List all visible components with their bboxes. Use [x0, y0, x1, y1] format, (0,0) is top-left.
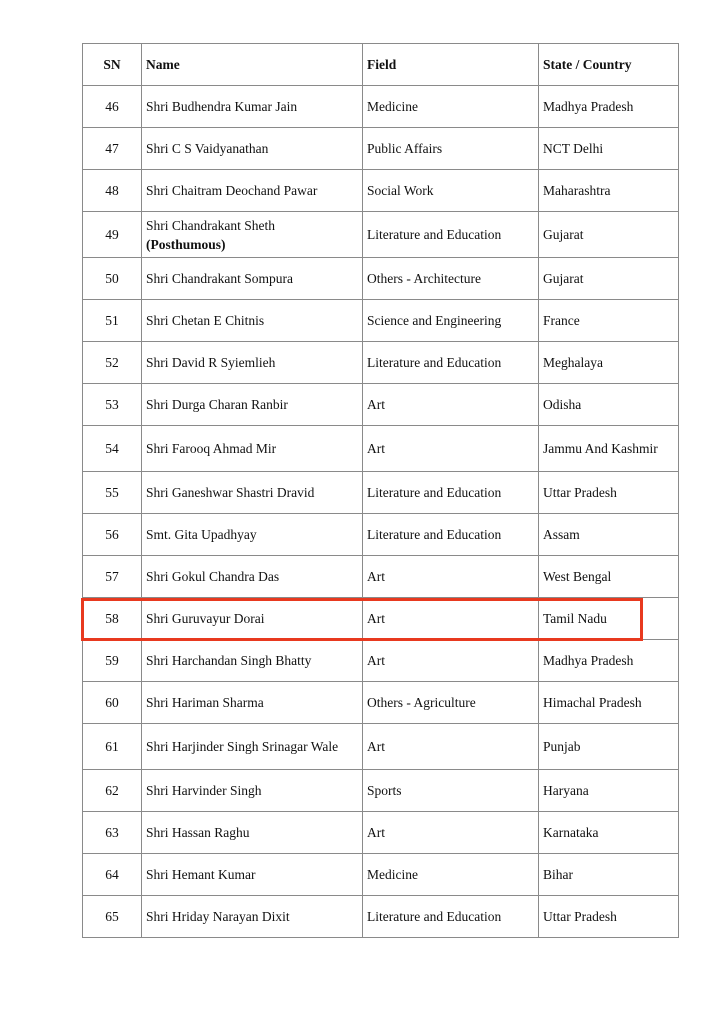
cell-field: Art: [363, 640, 539, 682]
cell-sn: 61: [83, 724, 142, 770]
cell-sn: 47: [83, 128, 142, 170]
cell-name: [142, 342, 363, 384]
cell-field: Science and Engineering: [363, 300, 539, 342]
awardee-name: Shri Budhendra Kumar Jain: [146, 99, 298, 114]
cell-sn: 49: [83, 212, 142, 258]
cell-field: Others - Agriculture: [363, 682, 539, 724]
cell-state: West Bengal: [539, 556, 679, 598]
cell-name: [142, 86, 363, 128]
awardee-name: Shri Chandrakant Sheth: [146, 217, 275, 233]
awardee-name: Shri Ganeshwar Shastri Dravid: [146, 485, 315, 500]
awardee-name: Shri Hemant Kumar: [146, 867, 256, 882]
awardee-name: Shri Gokul Chandra Das: [146, 569, 280, 584]
table-row: [83, 854, 679, 896]
table-row: [83, 514, 679, 556]
table-row: [83, 472, 679, 514]
awardee-name: Shri Harvinder Singh: [146, 783, 262, 798]
table-row: [83, 770, 679, 812]
table-row: [83, 170, 679, 212]
cell-state: Madhya Pradesh: [539, 86, 679, 128]
header-state: State / Country: [539, 44, 679, 86]
cell-state: Jammu And Kashmir: [539, 426, 679, 472]
cell-state: Uttar Pradesh: [539, 896, 679, 938]
table-row: [83, 426, 679, 472]
posthumous-note: (Posthumous): [146, 236, 226, 252]
cell-state: Karnataka: [539, 812, 679, 854]
cell-name: [142, 598, 363, 640]
cell-sn: 59: [83, 640, 142, 682]
cell-name: [142, 770, 363, 812]
cell-sn: 64: [83, 854, 142, 896]
cell-field: Art: [363, 812, 539, 854]
cell-field: Sports: [363, 770, 539, 812]
cell-field: Literature and Education: [363, 212, 539, 258]
cell-sn: 50: [83, 258, 142, 300]
cell-name: [142, 384, 363, 426]
cell-name: [142, 556, 363, 598]
cell-sn: 48: [83, 170, 142, 212]
awardee-name: Shri Guruvayur Dorai: [146, 611, 265, 626]
awardee-name: Shri David R Syiemlieh: [146, 355, 276, 370]
awardee-name: Shri Hassan Raghu: [146, 825, 250, 840]
awardee-name: Smt. Gita Upadhyay: [146, 527, 257, 542]
header-name: Name: [142, 44, 363, 86]
table-header-row: [83, 44, 679, 86]
cell-field: Art: [363, 598, 539, 640]
cell-field: Others - Architecture: [363, 258, 539, 300]
awardees-table: [82, 43, 679, 938]
cell-sn: 63: [83, 812, 142, 854]
header-sn: SN: [83, 44, 142, 86]
awardee-name: Shri Hriday Narayan Dixit: [146, 909, 290, 924]
awardee-name: Shri Chandrakant Sompura: [146, 271, 293, 286]
table-row: [83, 556, 679, 598]
cell-sn: 57: [83, 556, 142, 598]
cell-name: [142, 854, 363, 896]
cell-sn: 56: [83, 514, 142, 556]
cell-field: Art: [363, 724, 539, 770]
cell-state: France: [539, 300, 679, 342]
cell-state: Punjab: [539, 724, 679, 770]
cell-name: [142, 212, 363, 258]
cell-name: [142, 682, 363, 724]
cell-sn: 46: [83, 86, 142, 128]
cell-name: [142, 472, 363, 514]
cell-state: Tamil Nadu: [539, 598, 679, 640]
cell-state: Haryana: [539, 770, 679, 812]
table-row: [83, 896, 679, 938]
table-body: [83, 86, 679, 938]
cell-state: Maharashtra: [539, 170, 679, 212]
cell-name: [142, 640, 363, 682]
table-row: [83, 128, 679, 170]
cell-state: Uttar Pradesh: [539, 472, 679, 514]
awardee-name: Shri Harjinder Singh Srinagar Wale: [146, 739, 339, 754]
cell-state: Gujarat: [539, 258, 679, 300]
cell-sn: 55: [83, 472, 142, 514]
cell-field: Literature and Education: [363, 472, 539, 514]
cell-sn: 53: [83, 384, 142, 426]
cell-state: Assam: [539, 514, 679, 556]
table-row: [83, 86, 679, 128]
table-row: [83, 258, 679, 300]
cell-field: Art: [363, 426, 539, 472]
cell-sn: 52: [83, 342, 142, 384]
cell-name: [142, 812, 363, 854]
cell-name: [142, 514, 363, 556]
cell-state: Odisha: [539, 384, 679, 426]
table-row: [83, 300, 679, 342]
table-row: [83, 598, 679, 640]
cell-name: [142, 724, 363, 770]
cell-state: Madhya Pradesh: [539, 640, 679, 682]
table-row: [83, 212, 679, 258]
cell-state: Meghalaya: [539, 342, 679, 384]
cell-state: NCT Delhi: [539, 128, 679, 170]
cell-field: Medicine: [363, 854, 539, 896]
cell-state: Gujarat: [539, 212, 679, 258]
cell-field: Art: [363, 556, 539, 598]
cell-field: Medicine: [363, 86, 539, 128]
cell-sn: 62: [83, 770, 142, 812]
cell-field: Social Work: [363, 170, 539, 212]
table-row: [83, 384, 679, 426]
table-row: [83, 342, 679, 384]
cell-name: [142, 426, 363, 472]
table-row: [83, 640, 679, 682]
cell-field: Literature and Education: [363, 514, 539, 556]
cell-name: [142, 128, 363, 170]
cell-sn: 65: [83, 896, 142, 938]
cell-state: Bihar: [539, 854, 679, 896]
cell-name: [142, 170, 363, 212]
cell-field: Literature and Education: [363, 342, 539, 384]
awardee-name: Shri Chaitram Deochand Pawar: [146, 183, 318, 198]
header-field: Field: [363, 44, 539, 86]
cell-name: [142, 258, 363, 300]
cell-sn: 54: [83, 426, 142, 472]
awardee-name: Shri Harchandan Singh Bhatty: [146, 653, 312, 668]
awardee-name: Shri Durga Charan Ranbir: [146, 397, 288, 412]
table-row: [83, 724, 679, 770]
cell-field: Literature and Education: [363, 896, 539, 938]
table-row: [83, 812, 679, 854]
awardee-name: Shri Chetan E Chitnis: [146, 313, 265, 328]
cell-field: Art: [363, 384, 539, 426]
cell-sn: 60: [83, 682, 142, 724]
awardee-name: Shri C S Vaidyanathan: [146, 141, 269, 156]
awardee-name: Shri Farooq Ahmad Mir: [146, 441, 277, 456]
cell-sn: 58: [83, 598, 142, 640]
cell-field: Public Affairs: [363, 128, 539, 170]
cell-name: [142, 300, 363, 342]
table-row: [83, 682, 679, 724]
awardee-name: Shri Hariman Sharma: [146, 695, 264, 710]
cell-name: [142, 896, 363, 938]
cell-state: Himachal Pradesh: [539, 682, 679, 724]
cell-sn: 51: [83, 300, 142, 342]
